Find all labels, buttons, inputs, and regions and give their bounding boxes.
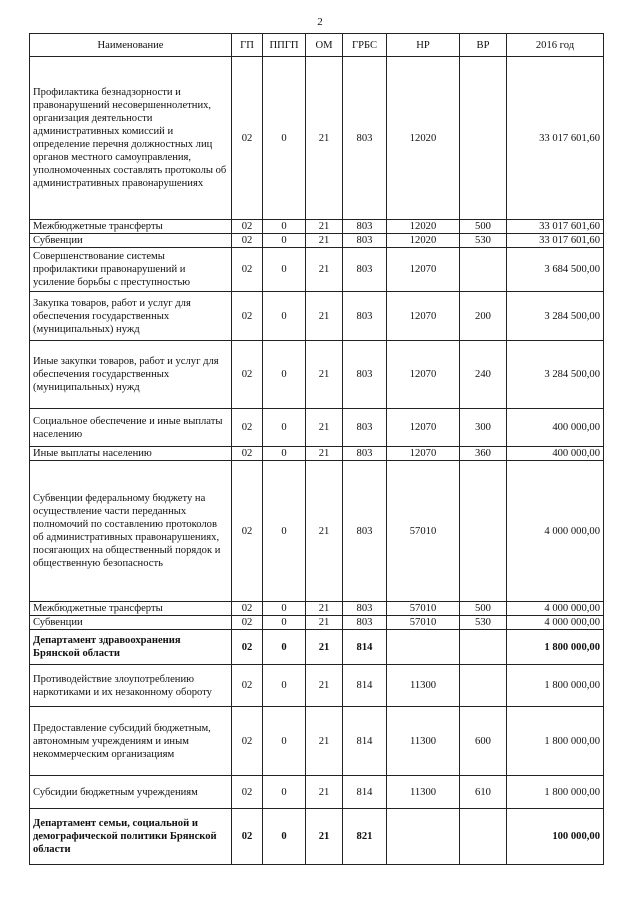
cell-amount: 1 800 000,00 [507,707,604,776]
cell-grbs: 814 [343,776,387,809]
cell-vr: 610 [460,776,507,809]
table-row [30,248,604,292]
cell-amount: 3 684 500,00 [507,248,604,292]
table-header-row [30,34,604,57]
cell-nr: 12020 [387,234,460,248]
cell-om: 21 [306,630,343,665]
cell-grbs: 814 [343,630,387,665]
cell-name: Субсидии бюджетным учреждениям [30,776,232,809]
cell-vr [460,248,507,292]
cell-nr: 57010 [387,616,460,630]
cell-gp: 02 [232,57,263,220]
table-row [30,776,604,809]
cell-nr: 12070 [387,341,460,409]
cell-ppgp: 0 [263,409,306,447]
cell-gp: 02 [232,234,263,248]
table-row [30,630,604,665]
cell-gp: 02 [232,220,263,234]
cell-vr [460,809,507,865]
cell-ppgp: 0 [263,616,306,630]
cell-vr: 530 [460,234,507,248]
cell-ppgp: 0 [263,776,306,809]
cell-om: 21 [306,602,343,616]
cell-om: 21 [306,220,343,234]
cell-vr: 300 [460,409,507,447]
cell-nr: 11300 [387,707,460,776]
table-row [30,341,604,409]
cell-nr: 57010 [387,602,460,616]
cell-nr: 12070 [387,248,460,292]
cell-ppgp: 0 [263,447,306,461]
cell-name: Субвенции [30,616,232,630]
cell-name: Социальное обеспечение и иные выплаты населению [30,409,232,447]
table-row [30,707,604,776]
cell-gp: 02 [232,776,263,809]
cell-gp: 02 [232,447,263,461]
header-year: 2016 год [507,34,604,57]
cell-gp: 02 [232,630,263,665]
header-grbs: ГРБС [343,34,387,57]
cell-amount: 4 000 000,00 [507,602,604,616]
cell-grbs: 803 [343,341,387,409]
cell-om: 21 [306,616,343,630]
cell-nr: 11300 [387,776,460,809]
header-nr: НР [387,34,460,57]
cell-gp: 02 [232,616,263,630]
cell-om: 21 [306,57,343,220]
cell-amount: 33 017 601,60 [507,220,604,234]
table-row [30,602,604,616]
table-row [30,461,604,602]
cell-grbs: 803 [343,447,387,461]
cell-name: Совершенствование системы профилактики правонарушений и усиление борьбы с преступностью [30,248,232,292]
cell-gp: 02 [232,665,263,707]
cell-ppgp: 0 [263,341,306,409]
cell-gp: 02 [232,602,263,616]
cell-grbs: 821 [343,809,387,865]
cell-name: Департамент здравоохранения Брянской области [30,630,232,665]
table-row [30,292,604,341]
cell-gp: 02 [232,341,263,409]
cell-name: Департамент семьи, социальной и демографической политики Брянской области [30,809,232,865]
cell-ppgp: 0 [263,234,306,248]
cell-name: Субвенции федеральному бюджету на осуществление части переданных полномочий по составлению протоколов об административных правонарушениях, посягающих на общественный порядок и общественную безопасность [30,461,232,602]
cell-nr: 12020 [387,57,460,220]
cell-vr: 360 [460,447,507,461]
header-gp: ГП [232,34,263,57]
table-row [30,809,604,865]
cell-om: 21 [306,461,343,602]
cell-grbs: 803 [343,292,387,341]
cell-ppgp: 0 [263,665,306,707]
cell-amount: 4 000 000,00 [507,461,604,602]
table-row [30,616,604,630]
cell-vr: 500 [460,602,507,616]
cell-om: 21 [306,292,343,341]
cell-nr: 12070 [387,409,460,447]
cell-name: Противодействие злоупотреблению наркотиками и их незаконному обороту [30,665,232,707]
cell-om: 21 [306,665,343,707]
table-row [30,665,604,707]
cell-amount: 33 017 601,60 [507,234,604,248]
cell-grbs: 814 [343,665,387,707]
cell-name: Субвенции [30,234,232,248]
cell-gp: 02 [232,707,263,776]
cell-om: 21 [306,341,343,409]
cell-grbs: 803 [343,248,387,292]
cell-vr: 600 [460,707,507,776]
cell-name: Предоставление субсидий бюджетным, автономным учреждениям и иным некоммерческим организациям [30,707,232,776]
cell-amount: 4 000 000,00 [507,616,604,630]
cell-amount: 3 284 500,00 [507,292,604,341]
cell-amount: 400 000,00 [507,447,604,461]
cell-ppgp: 0 [263,461,306,602]
cell-vr [460,630,507,665]
cell-grbs: 803 [343,57,387,220]
cell-nr: 57010 [387,461,460,602]
cell-grbs: 803 [343,234,387,248]
cell-grbs: 803 [343,602,387,616]
cell-name: Профилактика безнадзорности и правонарушений несовершеннолетних, организация деятельности административных комиссий и определение перечня должностных лиц органов местного самоуправления, уполномоченных составлять протоколы об административных правонарушениях [30,57,232,220]
cell-vr: 500 [460,220,507,234]
table-row [30,409,604,447]
cell-ppgp: 0 [263,630,306,665]
table-row [30,57,604,220]
cell-gp: 02 [232,461,263,602]
cell-gp: 02 [232,409,263,447]
cell-amount: 1 800 000,00 [507,630,604,665]
cell-om: 21 [306,447,343,461]
cell-ppgp: 0 [263,602,306,616]
header-name: Наименование [30,34,232,57]
table-row [30,220,604,234]
cell-vr [460,57,507,220]
cell-gp: 02 [232,809,263,865]
cell-nr: 12070 [387,447,460,461]
cell-nr [387,809,460,865]
cell-vr: 200 [460,292,507,341]
cell-nr: 12020 [387,220,460,234]
cell-ppgp: 0 [263,292,306,341]
cell-gp: 02 [232,292,263,341]
cell-nr [387,630,460,665]
cell-vr: 240 [460,341,507,409]
cell-om: 21 [306,776,343,809]
header-vr: ВР [460,34,507,57]
cell-grbs: 814 [343,707,387,776]
header-om: ОМ [306,34,343,57]
cell-name: Межбюджетные трансферты [30,220,232,234]
cell-ppgp: 0 [263,57,306,220]
cell-gp: 02 [232,248,263,292]
cell-name: Закупка товаров, работ и услуг для обеспечения государственных (муниципальных) нужд [30,292,232,341]
cell-amount: 33 017 601,60 [507,57,604,220]
cell-om: 21 [306,248,343,292]
cell-name: Иные выплаты населению [30,447,232,461]
cell-om: 21 [306,234,343,248]
cell-om: 21 [306,707,343,776]
cell-vr: 530 [460,616,507,630]
cell-om: 21 [306,809,343,865]
budget-table [29,33,604,865]
cell-ppgp: 0 [263,707,306,776]
cell-amount: 1 800 000,00 [507,665,604,707]
cell-ppgp: 0 [263,220,306,234]
table-row [30,447,604,461]
cell-vr [460,665,507,707]
cell-nr: 12070 [387,292,460,341]
cell-vr [460,461,507,602]
cell-grbs: 803 [343,461,387,602]
table-row [30,234,604,248]
cell-amount: 3 284 500,00 [507,341,604,409]
cell-grbs: 803 [343,409,387,447]
cell-name: Межбюджетные трансферты [30,602,232,616]
cell-ppgp: 0 [263,809,306,865]
page-number: 2 [317,16,323,28]
cell-amount: 400 000,00 [507,409,604,447]
cell-amount: 100 000,00 [507,809,604,865]
cell-ppgp: 0 [263,248,306,292]
cell-grbs: 803 [343,616,387,630]
cell-om: 21 [306,409,343,447]
cell-name: Иные закупки товаров, работ и услуг для обеспечения государственных (муниципальных) нужд [30,341,232,409]
cell-nr: 11300 [387,665,460,707]
cell-amount: 1 800 000,00 [507,776,604,809]
header-ppgp: ППГП [263,34,306,57]
cell-grbs: 803 [343,220,387,234]
